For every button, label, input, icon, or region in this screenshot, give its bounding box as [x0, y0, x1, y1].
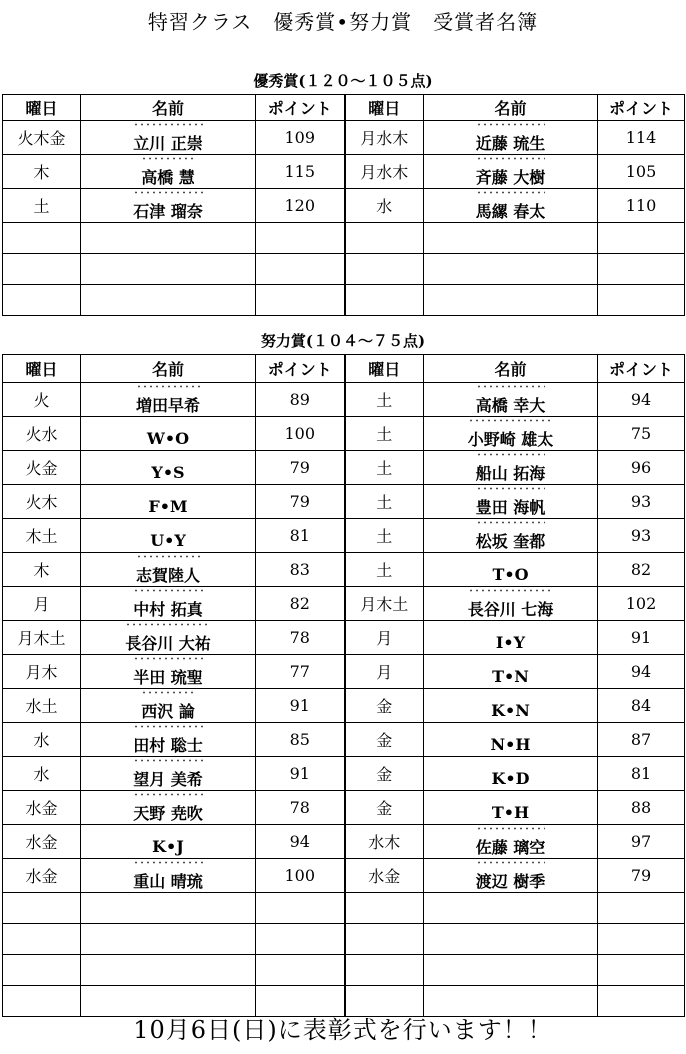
student-name: 渡辺 樹季 [476, 859, 546, 892]
name-cell [81, 859, 256, 893]
furigana-marks [136, 385, 200, 388]
name-cell [81, 955, 256, 986]
furigana-marks [133, 191, 203, 194]
student-name: F•M [148, 497, 188, 516]
name-cell [81, 383, 256, 417]
student-name: T•O [492, 565, 529, 584]
points-cell [598, 893, 685, 924]
points-cell: 78 [256, 791, 345, 825]
points-cell: 82 [598, 553, 685, 587]
excellence-table-body [3, 121, 685, 316]
points-cell: 82 [256, 587, 345, 621]
name-cell [424, 587, 598, 621]
day-cell [345, 254, 424, 285]
furigana-marks [133, 793, 203, 796]
furigana-marks [476, 487, 546, 490]
name-cell [81, 417, 256, 451]
points-cell: 94 [598, 655, 685, 689]
points-cell: 91 [256, 689, 345, 723]
day-cell [345, 893, 424, 924]
name-cell [81, 825, 256, 859]
name-cell [81, 189, 256, 223]
ceremony-notice: 10月6日(日)に表彰式を行います！！ [133, 1016, 553, 1044]
points-cell: 94 [598, 383, 685, 417]
table-row [3, 553, 685, 587]
day-cell: 土 [3, 189, 81, 223]
furigana-marks [136, 555, 200, 558]
day-cell: 水金 [3, 825, 81, 859]
furigana-marks [476, 521, 546, 524]
header-points: ポイント [256, 95, 345, 121]
table-row [3, 383, 685, 417]
header-day: 曜日 [3, 95, 81, 121]
day-cell: 金 [345, 791, 424, 825]
points-cell: 96 [598, 451, 685, 485]
student-name: 田村 聡士 [133, 723, 203, 756]
points-cell: 93 [598, 485, 685, 519]
furigana-marks [141, 157, 195, 160]
student-name: K•N [491, 701, 530, 720]
points-cell [256, 254, 345, 285]
day-cell [345, 955, 424, 986]
name-cell [424, 723, 598, 757]
name-cell [81, 655, 256, 689]
student-name: 松坂 奎都 [476, 519, 546, 552]
furigana-marks [476, 861, 546, 864]
day-cell: 火水 [3, 417, 81, 451]
points-cell: 81 [598, 757, 685, 791]
furigana-marks [468, 419, 554, 422]
points-cell: 84 [598, 689, 685, 723]
day-cell: 月 [345, 621, 424, 655]
day-cell: 土 [345, 417, 424, 451]
points-cell: 81 [256, 519, 345, 553]
name-cell [424, 893, 598, 924]
points-cell [598, 254, 685, 285]
points-cell: 85 [256, 723, 345, 757]
furigana-marks [468, 589, 554, 592]
name-cell [424, 553, 598, 587]
student-name: 石津 瑠奈 [133, 189, 203, 222]
student-name: 近藤 琉生 [476, 121, 546, 154]
day-cell: 月 [3, 587, 81, 621]
name-cell [424, 859, 598, 893]
furigana-marks [125, 623, 211, 626]
name-cell [81, 519, 256, 553]
day-cell: 月水木 [345, 155, 424, 189]
name-cell [424, 155, 598, 189]
day-cell: 水土 [3, 689, 81, 723]
name-cell [81, 285, 256, 316]
furigana-marks [476, 123, 546, 126]
furigana-marks [476, 385, 546, 388]
name-cell [424, 621, 598, 655]
day-cell [3, 924, 81, 955]
student-name: 小野崎 雄太 [468, 417, 554, 450]
header-name: 名前 [424, 355, 598, 383]
excellence-header-row [3, 95, 685, 121]
day-cell [3, 285, 81, 316]
day-cell: 月木 [3, 655, 81, 689]
name-cell [424, 223, 598, 254]
name-cell [424, 451, 598, 485]
table-row [3, 417, 685, 451]
header-points: ポイント [598, 355, 685, 383]
points-cell [598, 955, 685, 986]
day-cell [345, 285, 424, 316]
table-row [3, 655, 685, 689]
student-name: W•O [146, 429, 190, 448]
table-row [3, 223, 685, 254]
table-row [3, 254, 685, 285]
day-cell: 火木金 [3, 121, 81, 155]
furigana-marks [133, 657, 203, 660]
name-cell [81, 155, 256, 189]
student-name: K•D [491, 769, 530, 788]
table-row [3, 285, 685, 316]
day-cell: 木 [3, 155, 81, 189]
points-cell: 75 [598, 417, 685, 451]
day-cell: 土 [345, 553, 424, 587]
effort-header-row [3, 355, 685, 383]
excellence-table [2, 94, 685, 316]
name-cell [81, 893, 256, 924]
table-row [3, 723, 685, 757]
points-cell: 120 [256, 189, 345, 223]
name-cell [81, 254, 256, 285]
name-cell [424, 485, 598, 519]
furigana-marks [133, 589, 203, 592]
day-cell: 火金 [3, 451, 81, 485]
student-name: 長谷川 大祐 [125, 621, 211, 654]
points-cell: 97 [598, 825, 685, 859]
day-cell: 水 [3, 757, 81, 791]
day-cell: 月水木 [345, 121, 424, 155]
furigana-marks [476, 453, 546, 456]
points-cell: 93 [598, 519, 685, 553]
points-cell [256, 285, 345, 316]
student-name: 馬縲 春太 [476, 189, 546, 222]
table-row [3, 924, 685, 955]
student-name: 高橋 幸大 [476, 383, 546, 416]
points-cell: 91 [598, 621, 685, 655]
points-cell [598, 924, 685, 955]
name-cell [424, 924, 598, 955]
student-name: T•N [492, 667, 529, 686]
furigana-marks [133, 123, 203, 126]
student-name: 半田 琉聖 [133, 655, 203, 688]
points-cell: 100 [256, 417, 345, 451]
student-name: U•Y [150, 531, 186, 550]
name-cell [81, 553, 256, 587]
table-row [3, 893, 685, 924]
name-cell [81, 485, 256, 519]
furigana-marks [133, 725, 203, 728]
points-cell [256, 223, 345, 254]
table-row [3, 955, 685, 986]
header-points: ポイント [256, 355, 345, 383]
name-cell [424, 757, 598, 791]
student-name: Y•S [151, 463, 185, 482]
table-row [3, 689, 685, 723]
student-name: 佐藤 璃空 [476, 825, 546, 858]
name-cell [81, 757, 256, 791]
points-cell [598, 223, 685, 254]
furigana-marks [133, 861, 203, 864]
name-cell [424, 189, 598, 223]
header-name: 名前 [424, 95, 598, 121]
day-cell: 土 [345, 451, 424, 485]
student-name: 長谷川 七海 [468, 587, 554, 620]
excellence-section-title: 優秀賞(１２０～１０５点) [253, 72, 433, 90]
student-name: 天野 尭吹 [133, 791, 203, 824]
points-cell [256, 893, 345, 924]
points-cell: 91 [256, 757, 345, 791]
furigana-marks [476, 827, 546, 830]
day-cell [345, 924, 424, 955]
points-cell: 78 [256, 621, 345, 655]
student-name: 志賀陸人 [136, 553, 200, 586]
points-cell: 102 [598, 587, 685, 621]
student-name: 船山 拓海 [476, 451, 546, 484]
points-cell: 87 [598, 723, 685, 757]
furigana-marks [133, 759, 203, 762]
student-name: T•H [491, 803, 530, 822]
day-cell: 金 [345, 723, 424, 757]
day-cell: 水木 [345, 825, 424, 859]
points-cell: 114 [598, 121, 685, 155]
points-cell [256, 924, 345, 955]
student-name: K•J [152, 837, 184, 856]
day-cell: 金 [345, 757, 424, 791]
header-day: 曜日 [345, 95, 424, 121]
points-cell [256, 955, 345, 986]
name-cell [424, 791, 598, 825]
student-name: 豊田 海帆 [476, 485, 546, 518]
points-cell: 109 [256, 121, 345, 155]
effort-table-body [3, 383, 685, 1017]
day-cell [3, 223, 81, 254]
student-name: 高橋 慧 [141, 155, 195, 188]
day-cell: 水金 [3, 791, 81, 825]
student-name: 重山 晴琉 [133, 859, 203, 892]
table-row [3, 825, 685, 859]
table-row [3, 791, 685, 825]
name-cell [424, 655, 598, 689]
name-cell [424, 825, 598, 859]
effort-section-title: 努力賞(１０４～７５点) [260, 332, 426, 350]
table-row [3, 189, 685, 223]
name-cell [424, 383, 598, 417]
table-row [3, 121, 685, 155]
header-points: ポイント [598, 95, 685, 121]
student-name: N•H [490, 735, 531, 754]
points-cell [598, 285, 685, 316]
student-name: 斉藤 大樹 [476, 155, 546, 188]
table-row [3, 485, 685, 519]
day-cell [3, 955, 81, 986]
points-cell: 77 [256, 655, 345, 689]
name-cell [424, 955, 598, 986]
day-cell: 土 [345, 383, 424, 417]
points-cell: 79 [256, 485, 345, 519]
student-name: I•Y [495, 633, 526, 652]
table-row [3, 587, 685, 621]
points-cell: 94 [256, 825, 345, 859]
student-name: 増田早希 [136, 383, 200, 416]
day-cell: 火木 [3, 485, 81, 519]
name-cell [81, 121, 256, 155]
furigana-marks [476, 191, 546, 194]
furigana-marks [141, 691, 195, 694]
points-cell: 115 [256, 155, 345, 189]
effort-table [2, 354, 685, 1017]
points-cell: 105 [598, 155, 685, 189]
student-name: 立川 正崇 [133, 121, 203, 154]
day-cell: 土 [345, 485, 424, 519]
day-cell [345, 223, 424, 254]
day-cell: 木 [3, 553, 81, 587]
day-cell: 水 [3, 723, 81, 757]
header-name: 名前 [81, 95, 256, 121]
points-cell: 100 [256, 859, 345, 893]
name-cell [424, 519, 598, 553]
name-cell [81, 587, 256, 621]
table-row [3, 757, 685, 791]
table-row [3, 859, 685, 893]
name-cell [81, 924, 256, 955]
points-cell: 110 [598, 189, 685, 223]
student-name: 中村 拓真 [133, 587, 203, 620]
day-cell [3, 893, 81, 924]
name-cell [424, 689, 598, 723]
day-cell: 水 [345, 189, 424, 223]
table-row [3, 519, 685, 553]
header-name: 名前 [81, 355, 256, 383]
points-cell: 79 [598, 859, 685, 893]
points-cell: 88 [598, 791, 685, 825]
name-cell [424, 254, 598, 285]
furigana-marks [476, 157, 546, 160]
name-cell [424, 121, 598, 155]
day-cell: 水金 [345, 859, 424, 893]
name-cell [81, 451, 256, 485]
day-cell: 月木土 [345, 587, 424, 621]
day-cell: 水金 [3, 859, 81, 893]
name-cell [81, 723, 256, 757]
table-row [3, 155, 685, 189]
points-cell: 83 [256, 553, 345, 587]
points-cell: 89 [256, 383, 345, 417]
header-day: 曜日 [3, 355, 81, 383]
name-cell [81, 223, 256, 254]
student-name: 西沢 論 [141, 689, 195, 722]
name-cell [424, 285, 598, 316]
page-title: 特習クラス 優秀賞•努力賞 受賞者名簿 [147, 10, 539, 34]
points-cell: 79 [256, 451, 345, 485]
table-row [3, 621, 685, 655]
name-cell [81, 689, 256, 723]
table-row [3, 451, 685, 485]
day-cell: 月 [345, 655, 424, 689]
student-name: 望月 美希 [133, 757, 203, 790]
name-cell [81, 621, 256, 655]
day-cell: 土 [345, 519, 424, 553]
day-cell [3, 254, 81, 285]
name-cell [81, 791, 256, 825]
day-cell: 木土 [3, 519, 81, 553]
header-day: 曜日 [345, 355, 424, 383]
name-cell [424, 417, 598, 451]
day-cell: 火 [3, 383, 81, 417]
day-cell: 月木土 [3, 621, 81, 655]
day-cell: 金 [345, 689, 424, 723]
